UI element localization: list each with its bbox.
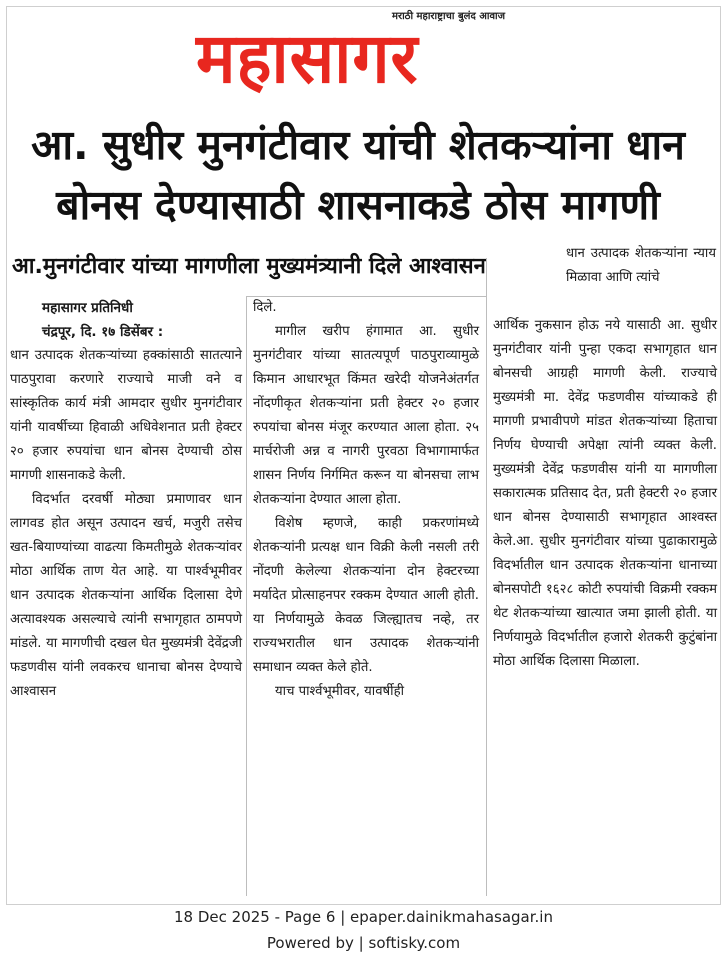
byline: महासागर प्रतिनिधी (42, 300, 133, 316)
paragraph: धान उत्पादक शेतकऱ्यांना न्याय मिळावा आणि त्यांचे (566, 246, 716, 285)
paragraph: मागील खरीप हंगामात आ. सुधीर मुनगंटीवार यांच्या सातत्यपूर्ण पाठपुराव्यामुळे किमान आधारभूत किंमत खरेदी योजनेअंतर्गत नोंदणीकृत शेतकऱ्यांना प्रती हेक्टर २० हजार रुपयांचा बोनस मंजूर करण्यात आला होता. २५ मार्चरोजी अन्न व नागरी पुरवठा विभागामार्फत शासन निर्णय निर्गमित करून या बोनसचा लाभ शेतकऱ्यांना देण्यात आला होता. (253, 324, 479, 507)
powered-by-label: Powered by (266, 934, 354, 952)
newspaper-masthead-logo: महासागर (196, 18, 419, 99)
footer-separator: | (340, 908, 346, 926)
paragraph: आर्थिक नुकसान होऊ नये यासाठी आ. सुधीर मुनगंटीवार यांनी पुन्हा एकदा सभागृहात धान बोनसची आग्रही मागणी केली. राज्याचे मुख्यमंत्री मा. देवेंद्र फडणवीस यांच्याकडे ही मागणी प्रभावीपणे मांडत शेतकऱ्यांच्या हिताचा निर्णय घेण्याची अपेक्षा त्यांनी व्यक्त केली. मुख्यमंत्री देवेंद्र फडणवीस यांनी या मागणीला सकारात्मक प्रतिसाद देत, प्रती हेक्टरी २० हजार धान बोनस देण्यासाठी सभागृहात आश्वस्त केले.आ. सुधीर मुनगंटीवार यांच्या पुढाकारामुळे विदर्भातील धान उत्पादक शेतकऱ्यांना धानाच्या बोनसपोटी १६२८ कोटी रुपयांची विक्रमी रक्कम थेट शेतकऱ्यांच्या खात्यात जमा झाली होती. या निर्णयामुळे विदर्भातील हजारो शेतकरी कुटुंबांना मोठा आर्थिक दिलासा मिळाला. (493, 318, 717, 669)
footer-date-page: 18 Dec 2025 - Page 6 (174, 908, 336, 926)
softisky-link[interactable]: softisky.com (368, 934, 461, 952)
footer-powered-by (0, 934, 727, 952)
article-column-2 (253, 296, 479, 704)
footer-separator: | (358, 934, 364, 952)
headline-line-2: बोनस देण्यासाठी शासनाकडे ठोस मागणी (56, 181, 660, 229)
headline-line-1: आ. सुधीर मुनगंटीवार यांची शेतकऱ्यांना धान (31, 121, 685, 169)
epaper-site-link[interactable]: epaper.dainikmahasagar.in (350, 908, 553, 926)
paragraph: याच पार्श्वभूमीवर, यावर्षीही (275, 684, 405, 699)
article-column-3 (493, 314, 717, 674)
column-divider-2 (486, 258, 487, 896)
paragraph: विशेष म्हणजे, काही प्रकरणांमध्ये शेतकऱ्यांनी प्रत्यक्ष धान विक्री केली नसली तरी नोंदणी केलेल्या शेतकऱ्यांना दोन हेक्टरच्या मर्यादेत प्रोत्साहनपर रक्कम देण्यात आली होती. या निर्णयामुळे केवळ जिल्ह्यातच नव्हे, तर राज्यभरातील धान उत्पादक शेतकऱ्यांनी समाधान व्यक्त केले होते. (253, 516, 479, 675)
newspaper-tagline: मराठी महाराष्ट्राचा बुलंद आवाज (392, 11, 506, 22)
article-column-3-top (566, 242, 716, 290)
paragraph: दिले. (253, 300, 277, 315)
subheadline: आ.मुनगंटीवार यांच्या मागणीला मुख्यमंत्र्यानी दिले आश्वासन (12, 254, 486, 279)
article-column-1 (10, 296, 242, 704)
column-divider-1 (246, 296, 247, 896)
paragraph: विदर्भात दरवर्षी मोठ्या प्रमाणावर धान लागवड होत असून उत्पादन खर्च, मजुरी तसेच खत-बियाण्यांच्या वाढत्या किमतीमुळे शेतकऱ्यांवर मोठा आर्थिक ताण येत आहे. या पार्श्वभूमीवर धान उत्पादक शेतकऱ्यांना आर्थिक दिलासा देणे अत्यावश्यक असल्याचे त्यांनी सभागृहात ठामपणे मांडले. या मागणीची दखल घेत मुख्यमंत्री देवेंद्रजी फडणवीस यांनी लवकरच धानाचा बोनस देण्याचे आश्वासन (10, 492, 242, 699)
paragraph: धान उत्पादक शेतकऱ्यांच्या हक्कांसाठी सातत्याने पाठपुरावा करणारे राज्याचे माजी वने व सांस्कृतिक कार्य मंत्री आमदार सुधीर मुनगंटीवार यांनी यावर्षीच्या हिवाळी अधिवेशनात प्रती हेक्टर २० हजार रुपयांचा धान बोनस देण्याची ठोस मागणी शासनाकडे केली. (10, 348, 242, 483)
dateline: चंद्रपूर, दि. १७ डिसेंबर : (42, 324, 164, 340)
footer-date-site (0, 908, 727, 926)
